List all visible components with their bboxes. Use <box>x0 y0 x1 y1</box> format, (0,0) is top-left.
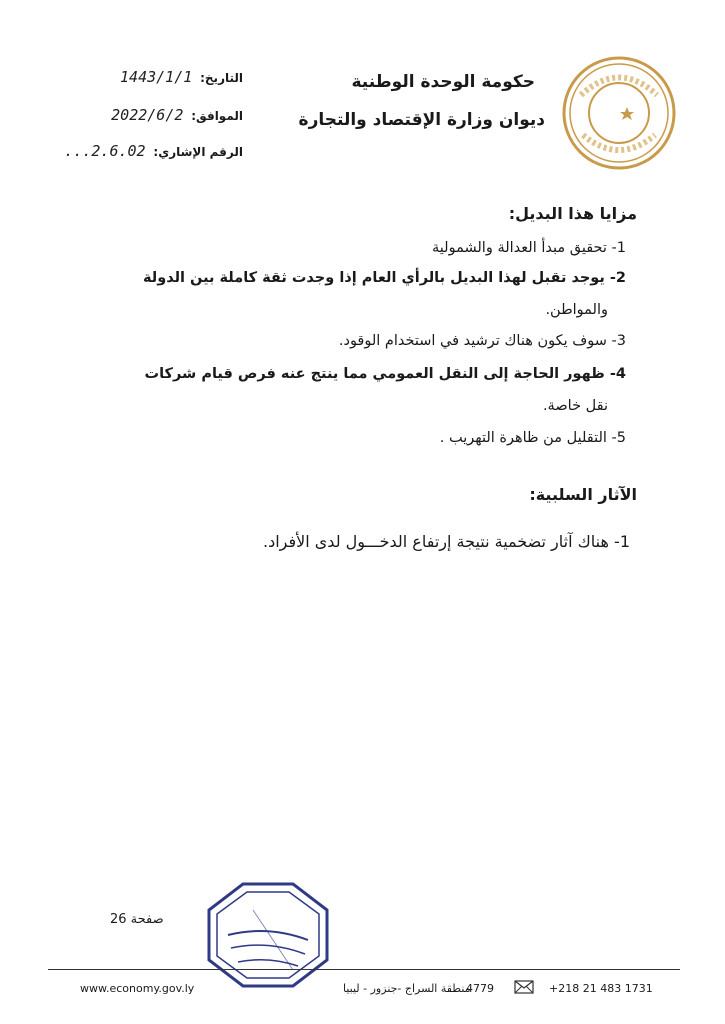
reference-line <box>64 142 243 160</box>
negatives-heading: الآثار السلبية: <box>529 485 637 504</box>
reference-value: 2.6.02... <box>64 142 146 160</box>
footer-divider <box>48 969 680 970</box>
date-label: التاريخ: <box>200 71 243 85</box>
footer-address: منطقة السراج -جنزور - ليبيا <box>343 982 471 995</box>
page-number: صفحة 26 <box>110 912 164 927</box>
advantage-item: 3- سوف يكون هناك ترشيد في استخدام الوقود. <box>338 333 626 349</box>
reference-label: الرقم الإشاري: <box>153 145 243 159</box>
advantage-item: 5- التقليل من ظاهرة التهريب . <box>439 430 626 446</box>
footer-po-box: 4779 <box>466 982 494 995</box>
advantage-item: 2- يوجد تقبل لهذا البديل بالرأي العام إذا وجدت ثقة كاملة بين الدولة <box>142 270 626 286</box>
hijri-value: 2022/6/2 <box>111 106 184 124</box>
advantage-item-continuation: نقل خاصة. <box>542 398 608 414</box>
footer-website: www.economy.gov.ly <box>80 982 195 995</box>
advantages-heading: مزايا هذا البديل: <box>508 204 637 223</box>
advantage-item-continuation: والمواطن. <box>545 302 608 318</box>
negative-item: 1- هناك آثار تضخمية نتيجة إرتفاع الدخـــول لدى الأفراد. <box>262 532 630 551</box>
hijri-label: الموافق: <box>191 109 243 123</box>
date-value: 1443/1/1 <box>120 68 193 86</box>
government-seal-icon <box>561 55 677 171</box>
ministry-name: ديوان وزارة الإقتصاد والتجارة <box>298 110 545 130</box>
mail-icon <box>514 980 534 994</box>
footer-phone: +218 21 483 1731 <box>549 982 653 995</box>
date-line <box>120 68 243 86</box>
advantage-item: 1- تحقيق مبدأ العدالة والشمولية <box>432 240 626 256</box>
government-name: حكومة الوحدة الوطنية <box>351 72 535 92</box>
official-stamp-icon <box>203 880 333 990</box>
advantage-item: 4- ظهور الحاجة إلى النقل العمومي مما ينتج عنه فرص قيام شركات <box>144 366 626 382</box>
hijri-date-line <box>111 106 243 124</box>
